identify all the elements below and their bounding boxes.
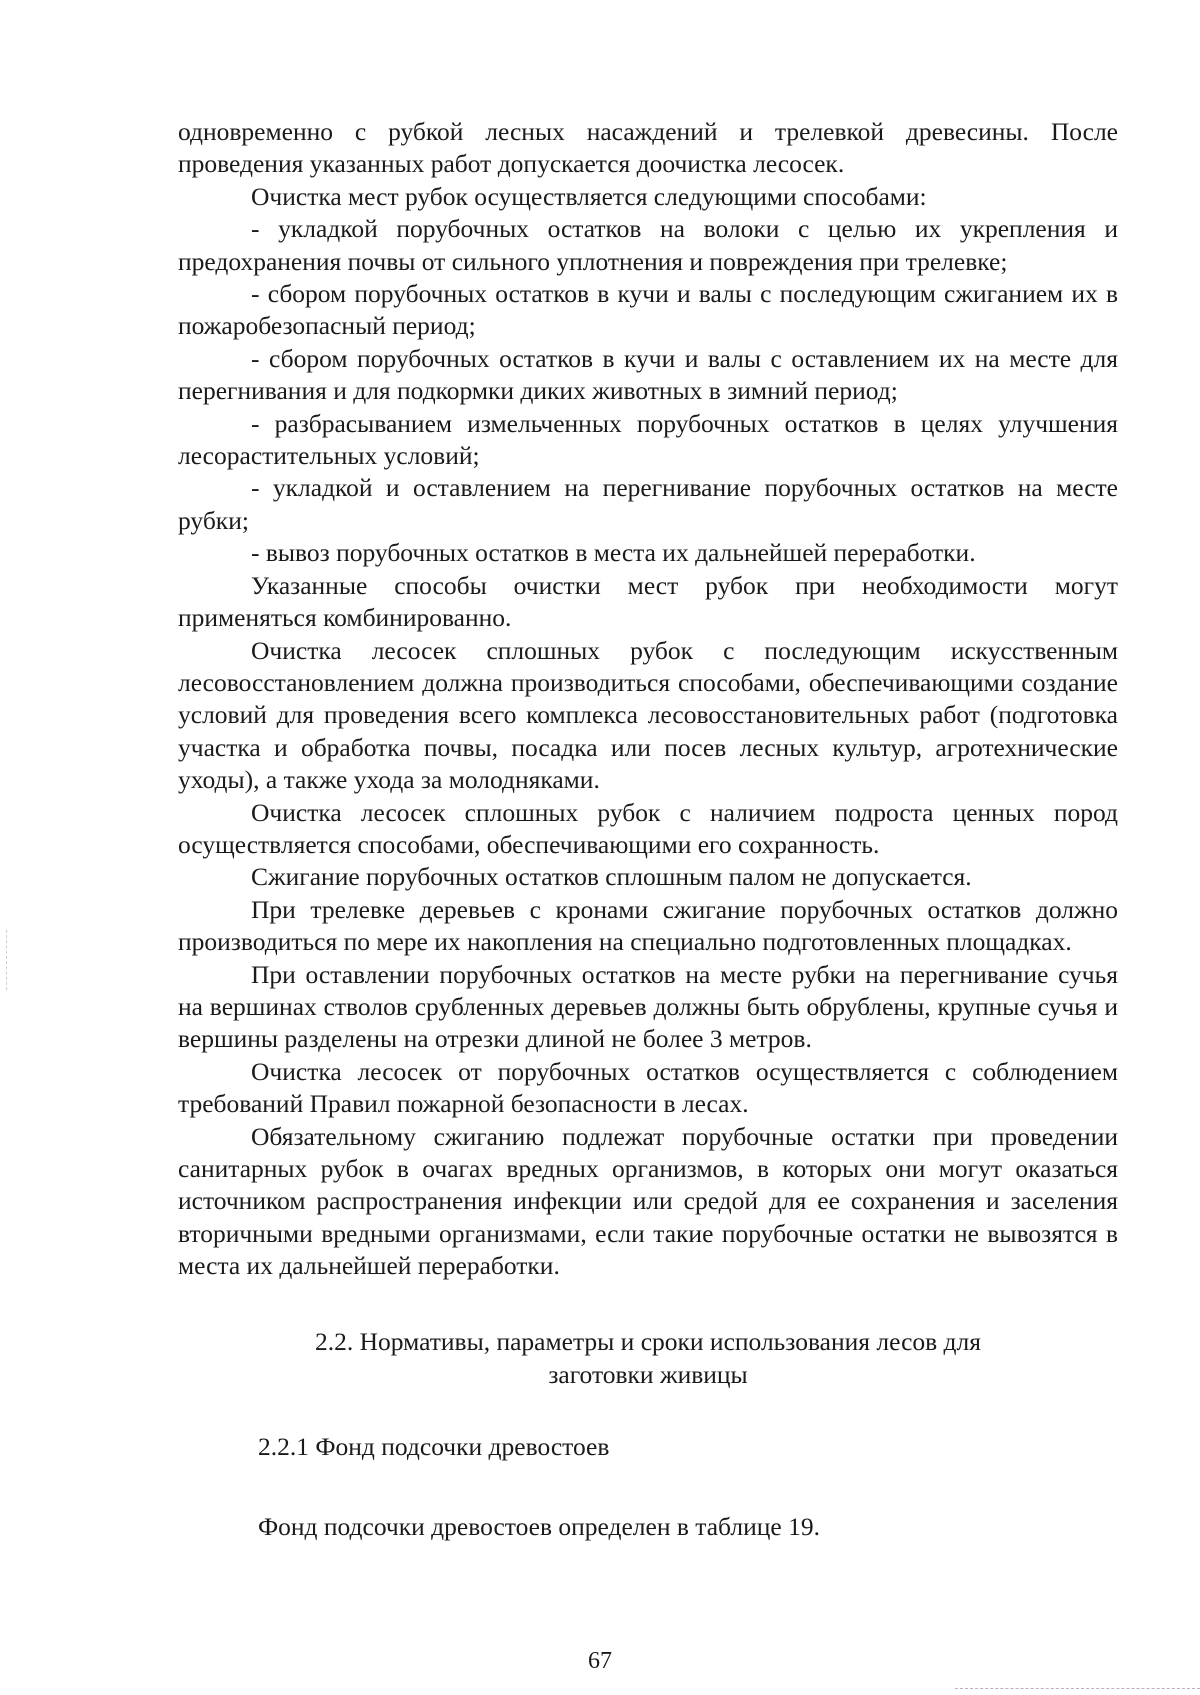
list-item-method: - вывоз порубочных остатков в места их дальнейшей переработки. [251,538,976,568]
paragraph: При оставлении порубочных остатков на месте рубки на перегнивание сучья на вершинах стволов срубленных деревьев должны быть обрублены, крупные сучья и вершины разделены на отрезки длиной не более 3 метров. [178,959,1118,1054]
paragraph: Очистка лесосек сплошных рубок с последующим искусственным лесовосстановлением должна производиться способами, обеспечивающими создание условий для проведения всего комплекса лесовосстановительных работ (подготовка участка и обработка почвы, посадка или посев лесных культур, агротехнические уходы), а также ухода за молодняками. [178,635,1118,795]
paragraph: Сжигание порубочных остатков сплошным палом не допускается. [251,862,972,892]
paragraph: Очистка лесосек сплошных рубок с наличием подроста ценных пород осуществляется способами, обеспечивающими его сохранность. [178,797,1118,859]
list-item-method: - укладкой и оставлением на перегнивание порубочных остатков на месте рубки; [178,473,1118,535]
paragraph: Очистка лесосек от порубочных остатков осуществляется с соблюдением требований Правил пожарной безопасности в лесах. [178,1056,1118,1119]
scan-margin-mark [6,930,8,990]
paragraph: Обязательному сжиганию подлежат порубочные остатки при проведении санитарных рубок в очагах вредных организмов, в которых они могут оказаться источником распространения инфекции или средой для ее сохранения и заселения вторичными вредными организмами, если такие порубочные остатки не вывозятся в места их дальнейшей переработки. [178,1121,1118,1281]
list-item-method: - разбрасыванием измельченных порубочных остатков в целях улучшения лесорастительных условий; [178,408,1118,471]
page-number: 67 [588,1648,612,1674]
paragraph-methods-intro: Очистка мест рубок осуществляется следующими способами: [251,181,927,211]
paragraph: Указанные способы очистки мест рубок при необходимости могут применяться комбинированно. [178,570,1118,633]
subsection-heading: 2.2.1 Фонд подсочки древостоев [258,1431,610,1461]
document-page [178,116,1118,1543]
table-reference-text: Фонд подсочки древостоев определен в таблице 19. [258,1512,820,1542]
section-heading: 2.2. Нормативы, параметры и сроки использования лесов для заготовки живицы [314,1326,981,1389]
paragraph-continuation: одновременно с рубкой лесных насаждений и трелевкой древесины. После проведения указанных работ допускается доочистка лесосек. [178,117,1118,179]
list-item-method: - укладкой порубочных остатков на волоки с целью их укрепления и предохранения почвы от сильного уплотнения и повреждения при трелевке; [178,214,1118,276]
scan-edge-mark [955,1688,1200,1689]
list-item-method: - сбором порубочных остатков в кучи и валы с оставлением их на месте для перегнивания и для подкормки диких животных в зимний период; [178,343,1118,406]
list-item-method: - сбором порубочных остатков в кучи и валы с последующим сжиганием их в пожаробезопасный период; [178,279,1118,341]
paragraph: При трелевке деревьев с кронами сжигание порубочных остатков должно производиться по мере их накопления на специально подготовленных площадках. [178,894,1118,957]
